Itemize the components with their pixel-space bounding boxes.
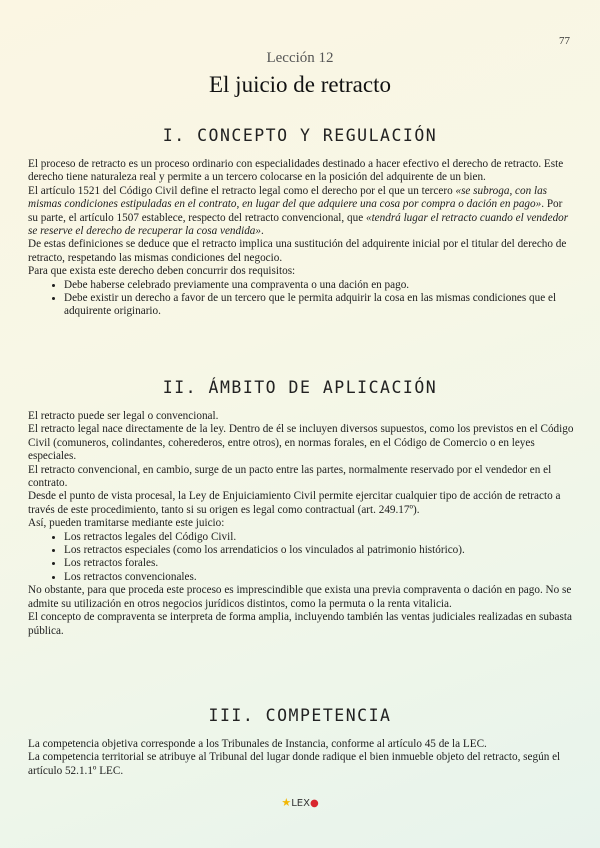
list-item: • Los retractos convencionales. [64, 571, 574, 584]
paragraph: Para que exista este derecho deben concurrir dos requisitos: [28, 265, 296, 278]
quote: «tendrá lugar el retracto cuando el vendedor se reserve el derecho de recuperar la cosa vendida» [28, 211, 569, 238]
paragraph: La competencia objetiva corresponde a los Tribunales de Instancia, conforme al artículo 45 de la LEC. [28, 738, 487, 750]
footer-brand [0, 796, 600, 809]
drop-icon: ● [309, 798, 319, 809]
list-item: • Debe existir un derecho a favor de un tercero que le permita adquirir la cosa en las mismas condiciones que el adquirente originario. [64, 292, 574, 319]
section-body-ambito [28, 410, 574, 638]
list-item: • Los retractos legales del Código Civil. [64, 531, 574, 544]
text-run: El artículo 1521 del Código Civil define el retracto legal como el derecho por el que un tercero [28, 184, 456, 197]
lesson-label: Lección 12 [266, 50, 334, 66]
brand-name: LEX [291, 798, 310, 809]
paragraph: Así, pueden tramitarse mediante este juicio: [28, 517, 225, 530]
list-item: • Debe haberse celebrado previamente una compraventa o una dación en pago. [64, 279, 574, 292]
paragraph [28, 185, 574, 239]
list-item: • Los retractos forales. [64, 557, 574, 570]
section-body-competencia [28, 738, 574, 778]
text-run: . [261, 225, 264, 238]
paragraph: El retracto legal nace directamente de la ley. Dentro de él se incluyen diversos supuestos, como los previstos en el Código Civil (comuneros, colindantes, coherederos, entre otros), en normas forales, en el Código de Comercio o en leyes especiales. [28, 423, 574, 463]
retracto-types-list [28, 531, 574, 585]
quote: «se subroga, con las mismas condiciones estipuladas en el contrato, en lugar del que adquiere una cosa por compra o dación en pago» [28, 184, 548, 211]
section-heading-concepto: I. CONCEPTO Y REGULACIÓN [162, 126, 438, 145]
paragraph: Desde el punto de vista procesal, la Ley de Enjuiciamiento Civil permite ejercitar cualquier tipo de acción de retracto a través de este procedimiento, tanto si su origen es legal como contractual (art. 249.17º). [28, 490, 561, 516]
paragraph: El retracto puede ser legal o convencional. [28, 410, 219, 422]
lesson-title: El juicio de retracto [208, 72, 391, 97]
requirements-list [28, 279, 574, 319]
paragraph: El proceso de retracto es un proceso ordinario con especialidades destinado a hacer efectivo el derecho de retracto. Este derecho tiene naturaleza real y permite a un tercero colocarse en la posición del adquirente de un bien. [28, 158, 564, 184]
page-number: 77 [559, 35, 570, 47]
paragraph: De estas definiciones se deduce que el retracto implica una sustitución del adquirente inicial por el titular del derecho de retracto, respetando las mismas condiciones del negocio. [28, 238, 567, 264]
section-heading-competencia: III. COMPETENCIA [208, 706, 392, 725]
paragraph: La competencia territorial se atribuye al Tribunal del lugar donde radique el bien inmueble objeto del retracto, según el artículo 52.1.1º LEC. [28, 751, 561, 777]
star-icon: ★ [281, 796, 292, 809]
section-heading-ambito: II. ÁMBITO DE APLICACIÓN [162, 378, 438, 397]
paragraph: El concepto de compraventa se interpreta de forma amplia, incluyendo también las ventas judiciales realizadas en subasta pública. [28, 611, 572, 637]
paragraph: No obstante, para que proceda este proceso es imprescindible que exista una previa compraventa o dación en pago. No se admite su utilización en otros negocios jurídicos distintos, como la permuta o la renta vitalicia. [28, 584, 572, 610]
text-run: . Por su parte, el artículo 1507 establece, respecto del retracto convencional, que [28, 198, 563, 224]
list-item: • Los retractos especiales (como los arrendaticios o los vinculados al patrimonio histórico). [64, 544, 574, 557]
section-body-concepto [28, 158, 574, 319]
paragraph: El retracto convencional, en cambio, surge de un pacto entre las partes, normalmente reservado por el vendedor en el contrato. [28, 463, 552, 490]
